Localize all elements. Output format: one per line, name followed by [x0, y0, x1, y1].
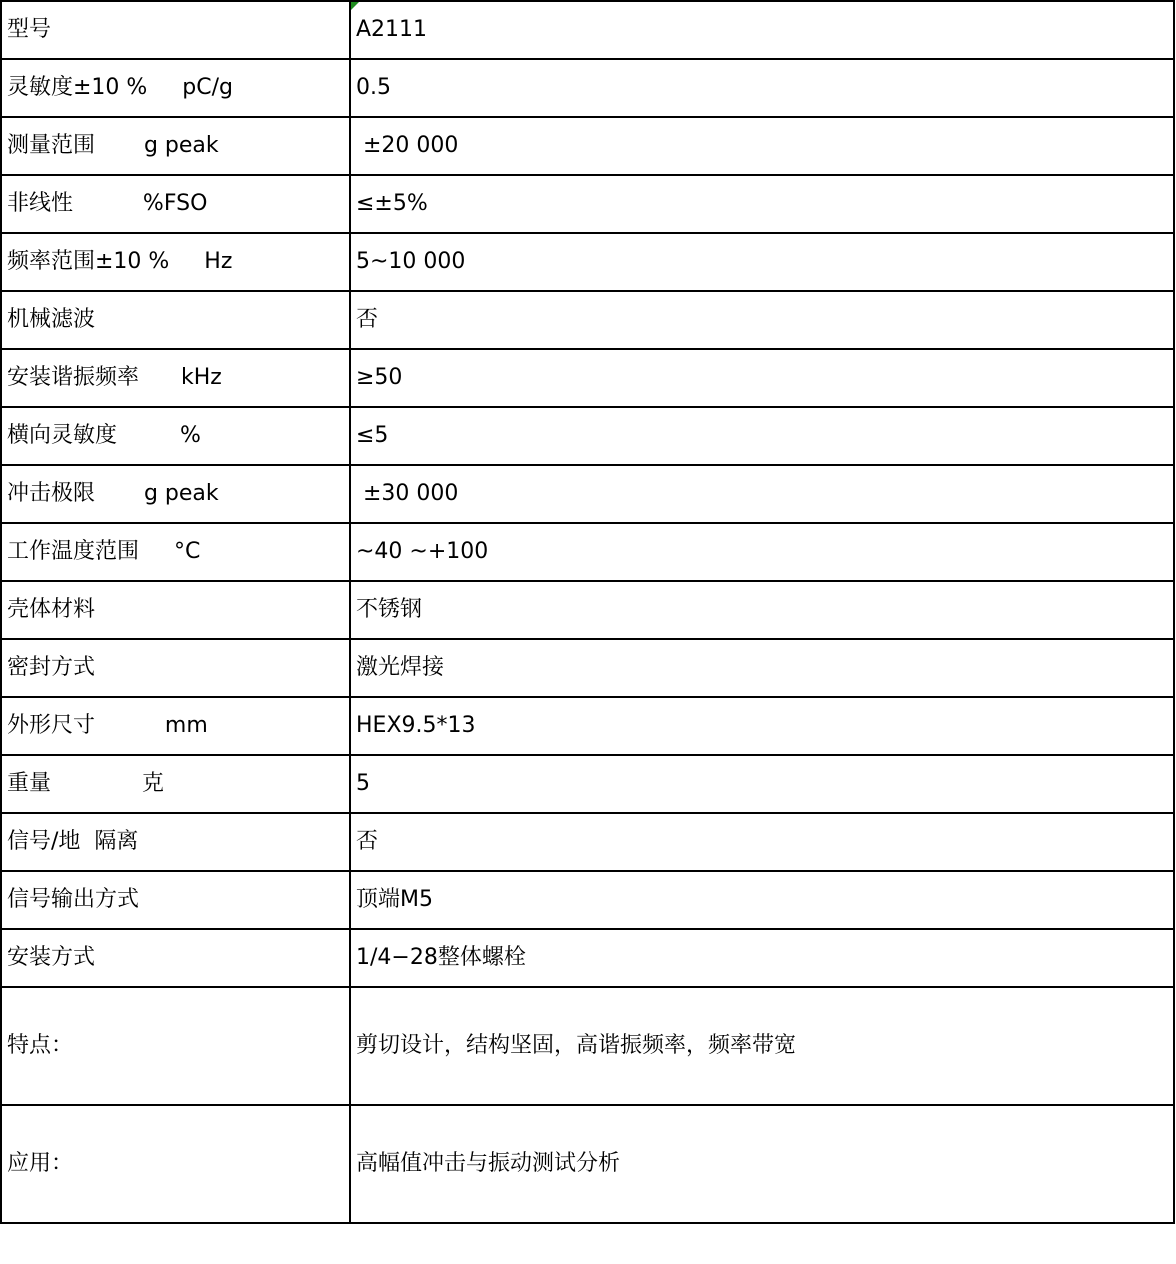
spec-label: 应用：: [1, 1105, 350, 1223]
spec-label: 外形尺寸 mm: [1, 697, 350, 755]
spec-value: 否: [350, 291, 1174, 349]
spec-label: 冲击极限 g peak: [1, 465, 350, 523]
spec-value: 5: [350, 755, 1174, 813]
table-row: [1, 871, 1174, 929]
cell-marker-icon: [351, 2, 359, 10]
spec-value: [350, 1, 1174, 59]
spec-label: 频率范围±10 % Hz: [1, 233, 350, 291]
table-row: [1, 755, 1174, 813]
spec-label: 信号/地 隔离: [1, 813, 350, 871]
table-row: [1, 639, 1174, 697]
spec-label: 重量 克: [1, 755, 350, 813]
spec-label: 密封方式: [1, 639, 350, 697]
table-row: [1, 697, 1174, 755]
spec-label: 安装谐振频率 kHz: [1, 349, 350, 407]
spec-label: 工作温度范围 °C: [1, 523, 350, 581]
spec-label: 非线性 %FSO: [1, 175, 350, 233]
table-row: [1, 59, 1174, 117]
table-row: [1, 1105, 1174, 1223]
table-row: [1, 987, 1174, 1105]
spec-label: 型号: [1, 1, 350, 59]
spec-label: 灵敏度±10 % pC/g: [1, 59, 350, 117]
spec-value: 5~10 000: [350, 233, 1174, 291]
spec-label: 安装方式: [1, 929, 350, 987]
table-row: [1, 117, 1174, 175]
table-row: [1, 349, 1174, 407]
table-row: [1, 929, 1174, 987]
spec-value: 顶端M5: [350, 871, 1174, 929]
spec-value: ≤5: [350, 407, 1174, 465]
table-row: [1, 465, 1174, 523]
table-row: [1, 291, 1174, 349]
spec-value: ≥50: [350, 349, 1174, 407]
spec-value: ±30 000: [350, 465, 1174, 523]
spec-label: 机械滤波: [1, 291, 350, 349]
spec-value: 1/4−28整体螺栓: [350, 929, 1174, 987]
spec-value: ~40 ~+100: [350, 523, 1174, 581]
table-row: [1, 581, 1174, 639]
spec-value: 高幅值冲击与振动测试分析: [350, 1105, 1174, 1223]
spec-value-text: A2111: [356, 17, 428, 42]
spec-value: 剪切设计，结构坚固，高谐振频率，频率带宽: [350, 987, 1174, 1105]
spec-value: 0.5: [350, 59, 1174, 117]
spec-value: 不锈钢: [350, 581, 1174, 639]
spec-value: ±20 000: [350, 117, 1174, 175]
table-row: [1, 1, 1174, 59]
spec-label: 壳体材料: [1, 581, 350, 639]
spec-value: HEX9.5*13: [350, 697, 1174, 755]
spec-label: 测量范围 g peak: [1, 117, 350, 175]
spec-value: 否: [350, 813, 1174, 871]
spec-label: 信号输出方式: [1, 871, 350, 929]
table-row: [1, 175, 1174, 233]
spec-value: ≤±5%: [350, 175, 1174, 233]
table-row: [1, 523, 1174, 581]
table-row: [1, 813, 1174, 871]
spec-label: 特点：: [1, 987, 350, 1105]
spec-value: 激光焊接: [350, 639, 1174, 697]
table-row: [1, 407, 1174, 465]
table-row: [1, 233, 1174, 291]
spec-label: 横向灵敏度 %: [1, 407, 350, 465]
